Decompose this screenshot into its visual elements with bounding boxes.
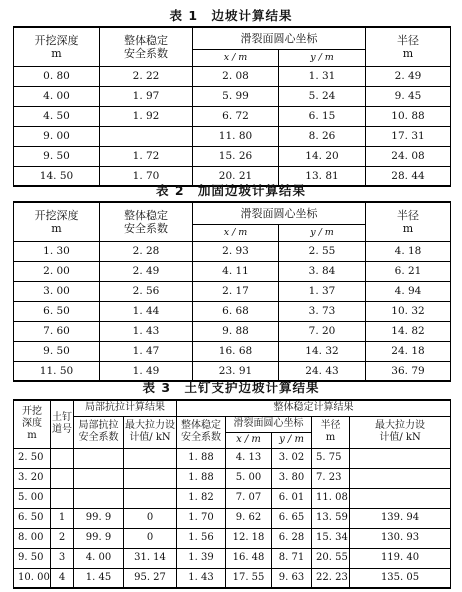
- table-cell: 135. 05: [350, 568, 451, 588]
- table-cell: 17. 31: [366, 126, 451, 146]
- table-cell: 4. 11: [193, 261, 279, 281]
- table-cell: 99. 9: [74, 508, 124, 528]
- table3-header-nail: 土钉 道号: [51, 400, 74, 448]
- table-cell: 1. 37: [279, 281, 366, 301]
- table-row: [14, 508, 451, 528]
- table-cell: 13. 81: [279, 166, 366, 186]
- table-cell: 1. 47: [100, 341, 193, 361]
- table-cell: 13. 59: [312, 508, 350, 528]
- table-cell: [51, 468, 74, 488]
- table-cell: 5. 99: [193, 86, 279, 106]
- table2-header-y: y / m: [279, 224, 366, 241]
- table-cell: 10. 88: [366, 106, 451, 126]
- table-cell: 3. 84: [279, 261, 366, 281]
- table-row: [14, 261, 451, 281]
- table-cell: 6. 01: [272, 488, 312, 508]
- table-cell: 24. 18: [366, 341, 451, 361]
- table-cell: [124, 468, 177, 488]
- table-row: [14, 146, 451, 166]
- table-cell: 7. 23: [312, 468, 350, 488]
- table2-header-depth: 开挖深度 m: [14, 202, 100, 241]
- table2-header-safety: 整体稳定 安全系数: [100, 202, 193, 241]
- table-cell: 4. 50: [14, 106, 100, 126]
- table-cell: [350, 488, 451, 508]
- table3-header-local-force: 最大拉力设 计值/ kN: [124, 416, 177, 448]
- table-cell: 31. 14: [124, 548, 177, 568]
- table-cell: [74, 468, 124, 488]
- table-cell: 6. 72: [193, 106, 279, 126]
- table-cell: 1. 82: [177, 488, 226, 508]
- table-cell: 2. 49: [366, 66, 451, 86]
- table-cell: 9. 88: [193, 321, 279, 341]
- table-cell: 2. 17: [193, 281, 279, 301]
- table1-header-center: 滑裂面圆心坐标: [193, 27, 366, 49]
- table-cell: 4: [51, 568, 74, 588]
- table-cell: 8. 26: [279, 126, 366, 146]
- table2-header-radius: 半径 m: [366, 202, 451, 241]
- table-cell: 7. 07: [226, 488, 272, 508]
- table-cell: 14. 82: [366, 321, 451, 341]
- table-cell: [51, 448, 74, 468]
- table-cell: 9. 50: [14, 146, 100, 166]
- table-cell: 119. 40: [350, 548, 451, 568]
- table-cell: 20. 55: [312, 548, 350, 568]
- table-cell: 9. 00: [14, 126, 100, 146]
- table2-header-x: x / m: [193, 224, 279, 241]
- table-cell: 5. 75: [312, 448, 350, 468]
- table-cell: 2. 49: [100, 261, 193, 281]
- table-cell: 36. 79: [366, 361, 451, 381]
- table-cell: 5. 00: [14, 488, 51, 508]
- table-cell: 14. 50: [14, 166, 100, 186]
- table-cell: 6. 68: [193, 301, 279, 321]
- table-cell: 1. 70: [177, 508, 226, 528]
- table-cell: 130. 93: [350, 528, 451, 548]
- table3-header-y: y / m: [272, 432, 312, 448]
- table-cell: 1. 43: [100, 321, 193, 341]
- table-cell: 10. 00: [14, 568, 51, 588]
- table-cell: 3: [51, 548, 74, 568]
- table-row: [14, 568, 451, 588]
- table-cell: 4. 00: [74, 548, 124, 568]
- table-cell: 9. 50: [14, 548, 51, 568]
- table-cell: 1. 56: [177, 528, 226, 548]
- table-row: [14, 86, 451, 106]
- table-cell: 1. 70: [100, 166, 193, 186]
- table-cell: 1. 97: [100, 86, 193, 106]
- table-cell: [124, 448, 177, 468]
- table-cell: 1. 88: [177, 468, 226, 488]
- table-cell: 16. 68: [193, 341, 279, 361]
- table3-header-overall-safety: 整体稳定 安全系数: [177, 416, 226, 448]
- table-cell: 5. 24: [279, 86, 366, 106]
- table1: [13, 26, 451, 187]
- table-cell: 6. 15: [279, 106, 366, 126]
- table-cell: 6. 50: [14, 301, 100, 321]
- table-cell: 4. 18: [366, 241, 451, 261]
- table-cell: 1. 39: [177, 548, 226, 568]
- table-cell: 5. 00: [226, 468, 272, 488]
- table-row: [14, 106, 451, 126]
- table1-header-safety: 整体稳定 安全系数: [100, 27, 193, 66]
- table-cell: 99. 9: [74, 528, 124, 548]
- table-cell: 2: [51, 528, 74, 548]
- table-cell: 9. 63: [272, 568, 312, 588]
- table-cell: [74, 448, 124, 468]
- table-row: [14, 468, 451, 488]
- table-cell: 1. 44: [100, 301, 193, 321]
- table-cell: 22. 23: [312, 568, 350, 588]
- table3-header-overall: 整体稳定计算结果: [177, 400, 451, 416]
- table-row: [14, 448, 451, 468]
- table-cell: 139. 94: [350, 508, 451, 528]
- table-cell: 0: [124, 528, 177, 548]
- table-cell: 2. 00: [14, 261, 100, 281]
- table-cell: 4. 94: [366, 281, 451, 301]
- table-cell: [51, 488, 74, 508]
- table-cell: 8. 71: [272, 548, 312, 568]
- table3-header-overall-force: 最大拉力设 计值/ kN: [350, 416, 451, 448]
- table-cell: 3. 73: [279, 301, 366, 321]
- table-cell: 24. 43: [279, 361, 366, 381]
- table-cell: 1. 92: [100, 106, 193, 126]
- table-cell: 1. 43: [177, 568, 226, 588]
- table-cell: 3. 20: [14, 468, 51, 488]
- table2-header-center: 滑裂面圆心坐标: [193, 202, 366, 224]
- table-row: [14, 488, 451, 508]
- table-cell: [350, 468, 451, 488]
- table-cell: 10. 32: [366, 301, 451, 321]
- table1-header-radius: 半径 m: [366, 27, 451, 66]
- table-cell: 11. 50: [14, 361, 100, 381]
- table-row: [14, 301, 451, 321]
- table-cell: [74, 488, 124, 508]
- table-row: [14, 341, 451, 361]
- table-row: [14, 548, 451, 568]
- table3-header-local: 局部抗拉计算结果: [74, 400, 177, 416]
- table-cell: 3. 00: [14, 281, 100, 301]
- table-cell: 7. 20: [279, 321, 366, 341]
- table-cell: 6. 28: [272, 528, 312, 548]
- table1-header-x: x / m: [193, 49, 279, 66]
- table-cell: 0. 80: [14, 66, 100, 86]
- table1-header-depth: 开挖深度 m: [14, 27, 100, 66]
- table-cell: 2. 55: [279, 241, 366, 261]
- table-row: [14, 66, 451, 86]
- table-cell: 9. 50: [14, 341, 100, 361]
- table-cell: 7. 60: [14, 321, 100, 341]
- table-cell: 9. 45: [366, 86, 451, 106]
- table-cell: 23. 91: [193, 361, 279, 381]
- table-cell: 24. 08: [366, 146, 451, 166]
- table1-caption: 表 1 边坡计算结果: [169, 8, 293, 23]
- table-cell: 3. 80: [272, 468, 312, 488]
- table-cell: 28. 44: [366, 166, 451, 186]
- table-cell: 2. 93: [193, 241, 279, 261]
- table3-caption: 表 3 土钉支护边坡计算结果: [142, 380, 320, 395]
- table-cell: 1. 88: [177, 448, 226, 468]
- table-cell: 6. 21: [366, 261, 451, 281]
- table-cell: 0: [124, 508, 177, 528]
- table2: [13, 201, 451, 382]
- table-cell: 2. 50: [14, 448, 51, 468]
- table1-header-y: y / m: [279, 49, 366, 66]
- table-cell: 3. 02: [272, 448, 312, 468]
- table-cell: 15. 34: [312, 528, 350, 548]
- table-cell: 2. 22: [100, 66, 193, 86]
- table-cell: 1. 45: [74, 568, 124, 588]
- table3-header-depth: 开挖 深度 m: [14, 400, 51, 448]
- table-cell: 20. 21: [193, 166, 279, 186]
- table-row: [14, 281, 451, 301]
- table3: [13, 399, 451, 589]
- table-row: [14, 126, 451, 146]
- table2-caption: 表 2 加固边坡计算结果: [155, 183, 307, 198]
- table-cell: 1. 31: [279, 66, 366, 86]
- table-cell: 9. 62: [226, 508, 272, 528]
- table-cell: 14. 20: [279, 146, 366, 166]
- table-cell: 1. 30: [14, 241, 100, 261]
- table-cell: [124, 488, 177, 508]
- table3-header-local-safety: 局部抗拉 安全系数: [74, 416, 124, 448]
- table-cell: 11. 80: [193, 126, 279, 146]
- table-cell: [100, 126, 193, 146]
- table-cell: 1: [51, 508, 74, 528]
- table-cell: [350, 448, 451, 468]
- table-cell: 95. 27: [124, 568, 177, 588]
- table-cell: 11. 08: [312, 488, 350, 508]
- table-row: [14, 321, 451, 341]
- table-cell: 17. 55: [226, 568, 272, 588]
- table3-header-center: 滑裂面圆心坐标: [226, 416, 312, 432]
- table-cell: 1. 49: [100, 361, 193, 381]
- table-cell: 2. 08: [193, 66, 279, 86]
- table-cell: 2. 56: [100, 281, 193, 301]
- table-row: [14, 528, 451, 548]
- table-cell: 8. 00: [14, 528, 51, 548]
- table-cell: 4. 00: [14, 86, 100, 106]
- table-row: [14, 241, 451, 261]
- table-cell: 2. 28: [100, 241, 193, 261]
- table-cell: 14. 32: [279, 341, 366, 361]
- table-cell: 1. 72: [100, 146, 193, 166]
- table3-header-radius: 半径 m: [312, 416, 350, 448]
- table-cell: 6. 65: [272, 508, 312, 528]
- table-cell: 15. 26: [193, 146, 279, 166]
- table-cell: 12. 18: [226, 528, 272, 548]
- table-cell: 16. 48: [226, 548, 272, 568]
- table-cell: 4. 13: [226, 448, 272, 468]
- table-cell: 6. 50: [14, 508, 51, 528]
- table3-header-x: x / m: [226, 432, 272, 448]
